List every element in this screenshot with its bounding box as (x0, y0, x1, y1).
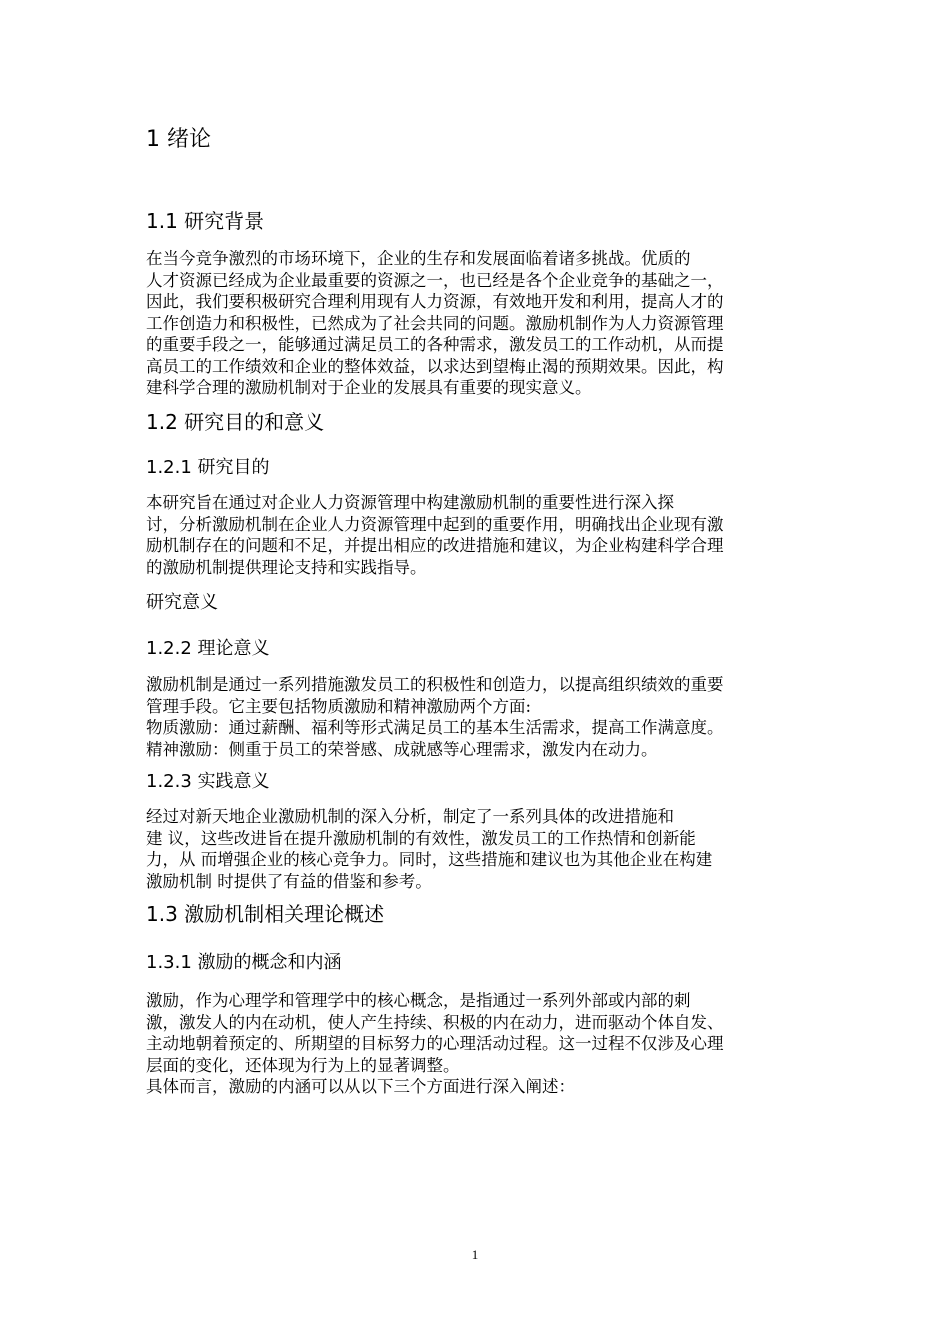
text-line: 因此，我们要积极研究合理利用现有人力资源，有效地开发和利用，提高人才的 (146, 292, 724, 311)
text-line: 力，从 而增强企业的核心竞争力。同时，这些措施和建议也为其他企业在构建 (146, 850, 713, 869)
paragraph-incentive-concept (146, 990, 724, 1098)
paragraph-research-background (146, 248, 724, 399)
research-significance-heading: 研究意义 (146, 592, 218, 613)
section-heading-1-3: 1.3 激励机制相关理论概述 (146, 902, 385, 926)
section-heading-1-1: 1.1 研究背景 (146, 209, 265, 233)
text-line: 励机制存在的问题和不足，并提出相应的改进措施和建议，为企业构建科学合理 (146, 536, 724, 555)
text-line: 建 议，这些改进旨在提升激励机制的有效性，激发员工的工作热情和创新能 (146, 828, 696, 848)
text-line: 讨，分析激励机制在企业人力资源管理中起到的重要作用，明确找出企业现有激 (146, 514, 724, 534)
text-line: 高员工的工作绩效和企业的整体效益，以求达到望梅止渴的预期效果。因此，构 (146, 356, 724, 376)
section-heading-1-2: 1.2 研究目的和意义 (146, 410, 325, 434)
text-line: 精神激励：侧重于员工的荣誉感、成就感等心理需求，激发内在动力。 (146, 739, 658, 759)
text-line: 经过对新天地企业激励机制的深入分析，制定了一系列具体的改进措施和 (146, 807, 674, 826)
page-number: 1 (471, 1247, 479, 1262)
paragraph-theoretical-significance (146, 674, 724, 760)
text-line: 物质激励：通过薪酬、福利等形式满足员工的基本生活需求，提高工作满意度。 (146, 718, 724, 737)
text-line: 激，激发人的内在动机，使人产生持续、积极的内在动力，进而驱动个体自发、 (146, 1012, 724, 1032)
paragraph-research-purpose (146, 492, 724, 578)
chapter-heading: 1 绪论 (146, 127, 211, 152)
text-line: 建科学合理的激励机制对于企业的发展具有重要的现实意义。 (146, 378, 592, 397)
text-line: 管理手段。它主要包括物质激励和精神激励两个方面: (146, 696, 532, 716)
text-line: 激励机制是通过一系列措施激发员工的积极性和创造力，以提高组织绩效的重要 (146, 675, 724, 694)
text-line: 层面的变化，还体现为行为上的显著调整。 (146, 1055, 460, 1075)
text-line: 的重要手段之一，能够通过满足员工的各种需求，激发员工的工作动机，从而提 (146, 335, 724, 354)
subsection-heading-1-3-1: 1.3.1 激励的概念和内涵 (146, 952, 342, 973)
text-line: 在当今竞争激烈的市场环境下，企业的生存和发展面临着诸多挑战。优质的 (146, 249, 691, 268)
text-line: 激励，作为心理学和管理学中的核心概念，是指通过一系列外部或内部的刺 (146, 991, 691, 1010)
text-line: 主动地朝着预定的、所期望的目标努力的心理活动过程。这一过程不仅涉及心理 (146, 1034, 724, 1053)
subsection-heading-1-2-2: 1.2.2 理论意义 (146, 638, 270, 659)
paragraph-practical-significance (146, 806, 712, 892)
subsection-heading-1-2-3: 1.2.3 实践意义 (146, 771, 270, 792)
text-line: 工作创造力和积极性，已然成为了社会共同的问题。激励机制作为人力资源管理 (146, 313, 724, 333)
subsection-heading-1-2-1: 1.2.1 研究目的 (146, 457, 270, 478)
text-line: 激励机制 时提供了有益的借鉴和参考。 (146, 871, 432, 891)
text-line: 本研究旨在通过对企业人力资源管理中构建激励机制的重要性进行深入探 (146, 493, 674, 512)
text-line: 具体而言，激励的内涵可以从以下三个方面进行深入阐述： (146, 1077, 575, 1096)
text-line: 的激励机制提供理论支持和实践指导。 (146, 557, 427, 577)
text-line: 人才资源已经成为企业最重要的资源之一，也已经是各个企业竞争的基础之一， (146, 270, 724, 290)
